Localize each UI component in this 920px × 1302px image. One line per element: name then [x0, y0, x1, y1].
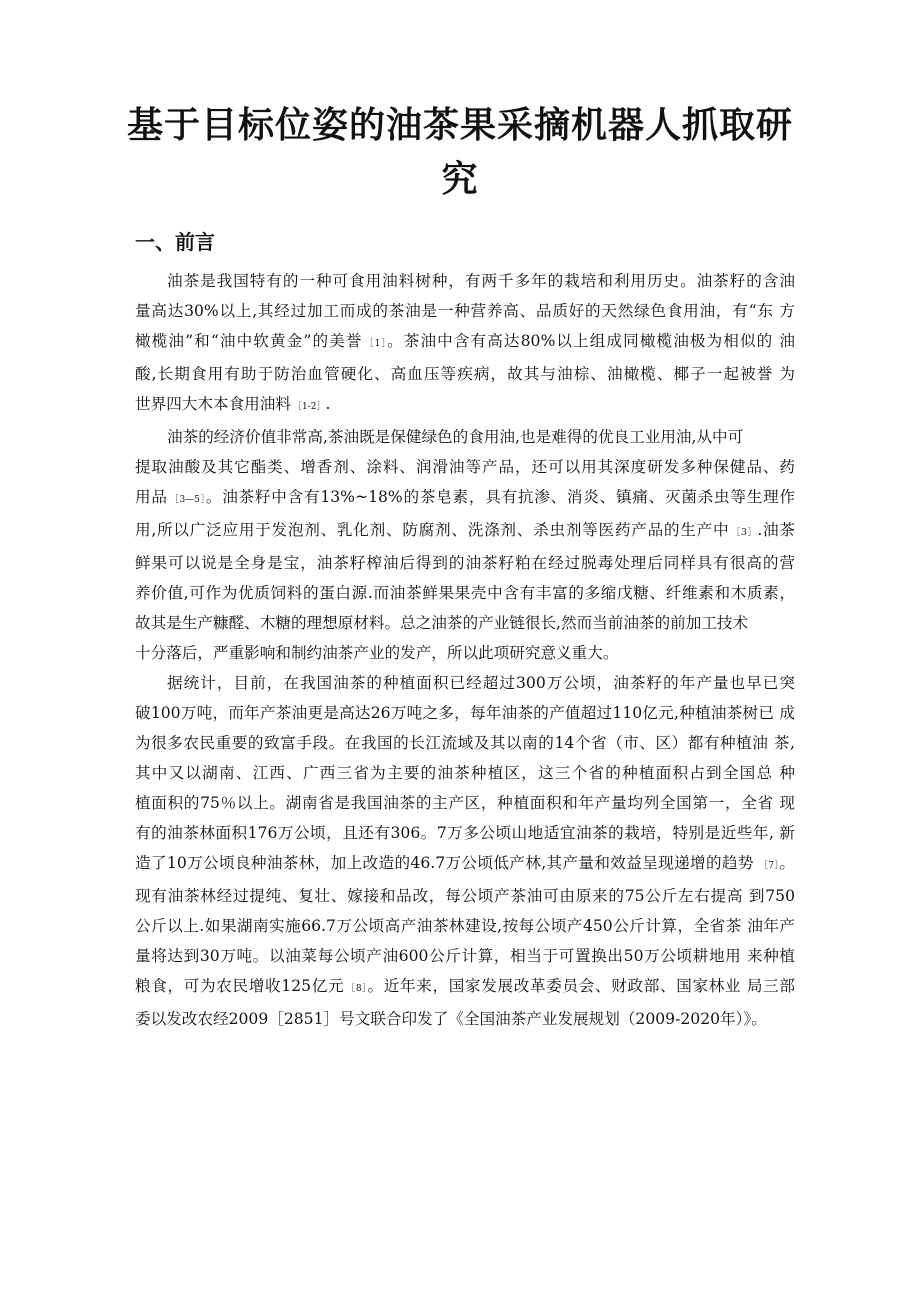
paragraph-line: 其中又以湖南、江西、广西三省为主要的油茶种植区，这三个省的种植面积占到全国总 种 — [135, 764, 795, 782]
paragraph-line: 为很多农民重要的致富手段。在我国的长江流域及其以南的14个省（市、区）都有种植油 茶, — [135, 734, 795, 752]
citation-mark: ［1］ — [364, 339, 388, 349]
paragraph-3 — [135, 668, 795, 1034]
paragraph-line: 世界四大木本食用油料 ［1-2］. — [135, 395, 331, 413]
paragraph-line: 有的油茶林面积176万公顷，且还有306。7万多公顷山地适宜油茶的栽培，特别是近些年, 新 — [135, 824, 795, 842]
paragraph-line: 破100万吨，而年产茶油更是高达26万吨之多，每年油茶的产值超过110亿元,种植油茶树已 成 — [135, 704, 795, 722]
paragraph-line: 量高达30%以上,其经过加工而成的茶油是一种营养高、品质好的天然绿色食用油，有“东 方 — [135, 302, 795, 320]
paragraph-2 — [135, 422, 795, 668]
citation-mark: ［3］ — [731, 528, 758, 538]
paragraph-line: 养价值,可作为优质饲料的蛋白源.而油茶鲜果果壳中含有丰富的多缩戊糖、纤维素和木质素， — [135, 584, 795, 602]
paragraph-line: 现有油茶林经过提纯、复壮、嫁接和品改，每公顷产茶油可由原来的75公斤左右提高 到750 — [135, 887, 795, 905]
document-title — [90, 98, 830, 206]
paragraph-line: 油茶是我国特有的一种可食用油料树种，有两千多年的栽培和利用历史。油茶籽的含油 — [167, 272, 795, 290]
paragraph-line: 公斤以上.如果湖南实施66.7万公顷高产油茶林建设,按每公顷产450公斤计算，全省茶 油年产 — [135, 917, 795, 935]
paragraph-line: 据统计，目前，在我国油茶的种植面积已经超过300万公顷，油茶籽的年产量也早已突 — [167, 674, 795, 692]
paragraph-line: 鲜果可以说是全身是宝，油茶籽榨油后得到的油茶籽粕在经过脱毒处理后同样具有很高的营 — [135, 554, 795, 572]
paragraph-1 — [135, 266, 795, 422]
section-heading: 一、前言 — [135, 230, 215, 254]
paragraph-line: 委以发改农经2009［2851］号文联合印发了《全国油茶产业发展规划（2009-2020年）》。 — [135, 1010, 767, 1028]
paragraph-line: 植面积的75％以上。湖南省是我国油茶的主产区，种植面积和年产量均列全国第一，全省 现 — [135, 794, 795, 812]
paragraph-line: 橄榄油”和“油中软黄金”的美誉 ［1］。茶油中含有高达80%以上组成同橄榄油极为相似的 油 — [135, 332, 796, 350]
paragraph-line: 故其是生产糠醛、木糖的理想原材料。总之油茶的产业链很长,然而当前油茶的前加工技术 — [135, 614, 749, 632]
paragraph-line: 用,所以广泛应用于发泡剂、乳化剂、防腐剂、洗涤剂、杀虫剂等医药产品的生产中 ［3］.油茶 — [135, 521, 795, 539]
citation-mark: ［3—5］ — [169, 495, 206, 505]
citation-mark: ［1-2］ — [292, 402, 326, 412]
citation-mark: ［8］ — [346, 984, 368, 994]
paragraph-line: 十分落后，严重影响和制约油茶产业的发产，所以此项研究意义重大。 — [135, 644, 619, 662]
title-line-2: 究 — [441, 158, 479, 200]
paragraph-line: 提取油酸及其它酯类、增香剂、涂料、润滑油等产品，还可以用其深度研发多种保健品、药 — [135, 458, 795, 476]
paragraph-line: 油茶的经济价值非常高,茶油既是保健绿色的食用油,也是难得的优良工业用油,从中可 — [167, 428, 744, 446]
citation-mark: ［7］ — [755, 861, 780, 871]
title-line-1: 基于目标位姿的油茶果采摘机器人抓取研 — [126, 104, 793, 146]
body-text — [135, 266, 795, 1034]
paragraph-line: 粮食，可为农民增收125亿元 ［8］。近年来，国家发展改革委员会、财政部、国家林业 局三部 — [135, 977, 795, 995]
paragraph-line: 酸,长期食用有助于防治血管硬化、高血压等疾病，故其与油棕、油橄榄、椰子一起被誉 为 — [135, 365, 795, 383]
paragraph-line: 量将达到30万吨。以油菜每公顷产油600公斤计算，相当于可置换出50万公顷耕地用 来种植 — [135, 947, 795, 965]
paragraph-line: 造了10万公顷良种油茶林，加上改造的46.7万公顷低产林,其产量和效益呈现递增的趋势 ［7］。 — [135, 854, 795, 872]
paragraph-line: 用品 ［3—5］。油茶籽中含有13%~18%的茶皂素，具有抗渗、消炎、镇痛、灭菌杀虫等生理作 — [135, 488, 796, 506]
